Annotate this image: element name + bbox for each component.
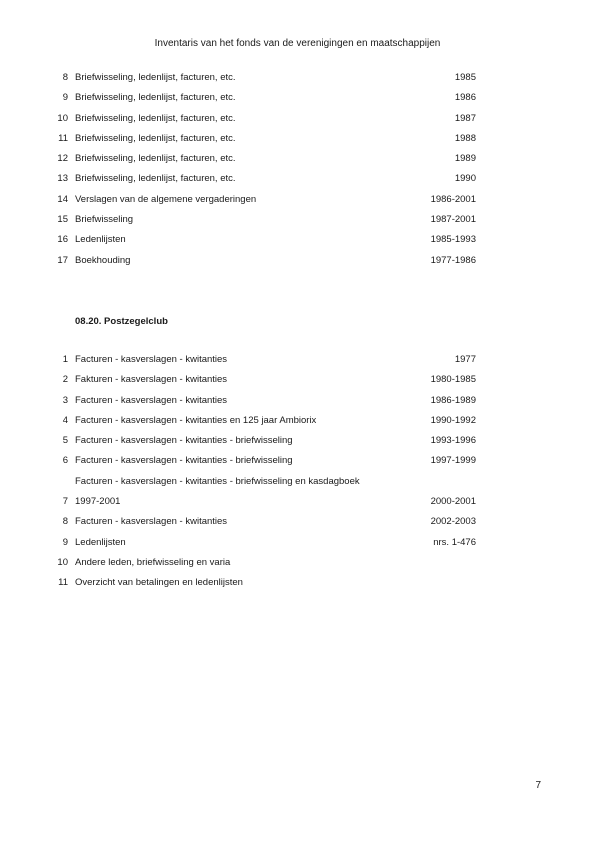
list-item bbox=[40, 492, 480, 512]
item-date: 2002-2003 bbox=[430, 516, 476, 528]
item-number: 2 bbox=[62, 374, 68, 386]
item-number: 9 bbox=[62, 92, 68, 104]
list-item bbox=[40, 68, 480, 88]
list-item bbox=[40, 109, 480, 129]
item-date: 1986-1989 bbox=[430, 394, 476, 406]
item-date: 1986-2001 bbox=[430, 193, 476, 205]
item-number: 1 bbox=[62, 354, 68, 365]
page-number: 7 bbox=[535, 780, 541, 791]
item-description: Briefwisseling bbox=[75, 214, 134, 226]
item-number: 13 bbox=[57, 173, 68, 185]
item-description: Fakturen - kasverslagen - kwitanties bbox=[75, 374, 228, 386]
item-date: 1990 bbox=[454, 173, 476, 185]
item-description: Ledenlijsten bbox=[75, 234, 126, 246]
item-date: 1997-1999 bbox=[430, 455, 476, 467]
item-date: 1977-1986 bbox=[430, 254, 476, 266]
item-number: 8 bbox=[62, 516, 68, 528]
item-date: 1986 bbox=[454, 92, 476, 104]
item-number: 3 bbox=[62, 394, 68, 406]
list-item bbox=[40, 370, 480, 390]
list-item bbox=[40, 573, 480, 593]
item-description: Briefwisseling, ledenlijst, facturen, etc. bbox=[75, 112, 236, 124]
item-number: 10 bbox=[57, 556, 68, 568]
item-date: 1985-1993 bbox=[430, 234, 476, 246]
list-item bbox=[40, 169, 480, 189]
item-number: 12 bbox=[57, 153, 68, 165]
item-number: 9 bbox=[62, 536, 68, 548]
item-number: 8 bbox=[62, 72, 68, 83]
list-item bbox=[40, 391, 480, 411]
item-description: Facturen - kasverslagen - kwitanties - briefwisseling en kasdagboek bbox=[75, 475, 360, 487]
item-description: Facturen - kasverslagen - kwitanties - briefwisseling bbox=[75, 455, 293, 467]
list-item bbox=[40, 472, 480, 492]
item-description: Verslagen van de algemene vergaderingen bbox=[75, 193, 257, 205]
item-description: Briefwisseling, ledenlijst, facturen, etc. bbox=[75, 72, 236, 83]
list-item bbox=[40, 533, 480, 553]
list-item bbox=[40, 210, 480, 230]
item-number: 10 bbox=[57, 112, 68, 124]
item-description: Ledenlijsten bbox=[75, 536, 126, 548]
item-number: 11 bbox=[58, 132, 68, 144]
list-item bbox=[40, 129, 480, 149]
inventory-list-1 bbox=[40, 68, 480, 271]
item-description: Facturen - kasverslagen - kwitanties bbox=[75, 516, 228, 528]
item-description: Briefwisseling, ledenlijst, facturen, etc. bbox=[75, 132, 236, 144]
item-date: 2000-2001 bbox=[430, 496, 476, 508]
item-date: 1987-2001 bbox=[430, 214, 476, 226]
item-description: Briefwisseling, ledenlijst, facturen, etc. bbox=[75, 173, 236, 185]
item-description: Facturen - kasverslagen - kwitanties bbox=[75, 354, 228, 365]
item-description: Briefwisseling, ledenlijst, facturen, etc. bbox=[75, 153, 236, 165]
item-number: 17 bbox=[57, 254, 68, 266]
item-date: nrs. 1-476 bbox=[433, 536, 476, 548]
list-item bbox=[40, 88, 480, 108]
list-item bbox=[40, 512, 480, 532]
item-description: Facturen - kasverslagen - kwitanties en 125 jaar Ambiorix bbox=[75, 414, 317, 426]
list-item bbox=[40, 230, 480, 250]
item-date: 1987 bbox=[454, 112, 476, 124]
list-item bbox=[40, 411, 480, 431]
item-description: Andere leden, briefwisseling en varia bbox=[75, 556, 231, 568]
item-number: 15 bbox=[57, 214, 68, 226]
item-description: Facturen - kasverslagen - kwitanties bbox=[75, 394, 228, 406]
item-number: 5 bbox=[62, 435, 68, 447]
item-number: 14 bbox=[57, 193, 68, 205]
item-number: 7 bbox=[62, 496, 68, 508]
list-item bbox=[40, 350, 480, 370]
item-number: 6 bbox=[62, 455, 68, 467]
item-description: Facturen - kasverslagen - kwitanties - briefwisseling bbox=[75, 435, 293, 447]
item-description: 1997-2001 bbox=[75, 496, 121, 508]
item-date: 1988 bbox=[454, 132, 476, 144]
item-date: 1985 bbox=[454, 72, 476, 83]
inventory-list-2 bbox=[40, 350, 480, 594]
list-item bbox=[40, 553, 480, 573]
item-description: Briefwisseling, ledenlijst, facturen, etc. bbox=[75, 92, 236, 104]
list-item bbox=[40, 251, 480, 271]
section-title: 08.20. Postzegelclub bbox=[75, 316, 168, 327]
item-date: 1993-1996 bbox=[430, 435, 476, 447]
item-date: 1990-1992 bbox=[430, 414, 476, 426]
item-description: Boekhouding bbox=[75, 254, 131, 266]
item-date: 1989 bbox=[454, 153, 476, 165]
item-number: 11 bbox=[58, 577, 68, 589]
list-item bbox=[40, 431, 480, 451]
item-date: 1977 bbox=[454, 354, 476, 365]
list-item bbox=[40, 190, 480, 210]
page-header: Inventaris van het fonds van de verenigingen en maatschappijen bbox=[154, 38, 441, 49]
list-item bbox=[40, 451, 480, 471]
list-item bbox=[40, 149, 480, 169]
item-number: 4 bbox=[62, 414, 68, 426]
item-number: 16 bbox=[57, 234, 68, 246]
item-description: Overzicht van betalingen en ledenlijsten bbox=[75, 577, 243, 589]
item-date: 1980-1985 bbox=[430, 374, 476, 386]
